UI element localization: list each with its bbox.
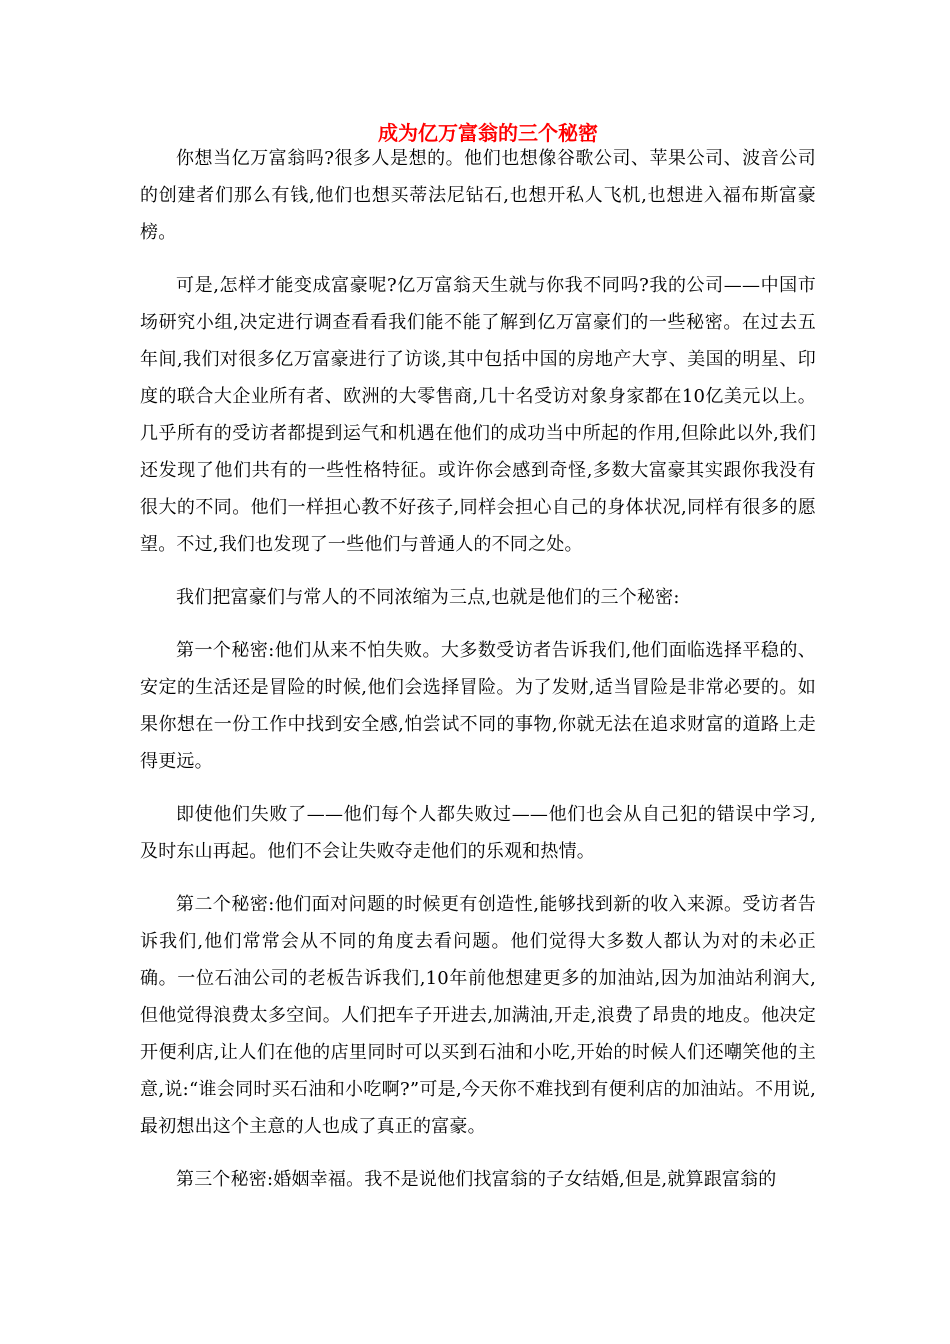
paragraph-secret-three: 第三个秘密:婚姻幸福。我不是说他们找富翁的子女结婚,但是,就算跟富翁的: [176, 1169, 777, 1190]
paragraph-three-secrets: 我们把富豪们与常人的不同浓缩为三点,也就是他们的三个秘密:: [176, 587, 680, 608]
paragraph-research: 可是,怎样才能变成富豪呢?亿万富翁天生就与你我不同吗?我的公司——中国市场研究小组,决定进行调查看看我们能不能了解到亿万富豪们的一些秘密。在过去五年间,我们对很多亿万富豪进行了访谈,其中包括中国的房地产大亨、美国的明星、印度的联合大企业所有者、欧洲的大零售商,几十名受访对象身家都在10亿美元以上。几乎所有的受访者都提到运气和机遇在他们的成功当中所起的作用,但除此以外,我们还发现了他们共有的一些性格特征。或许你会感到奇怪,多数大富豪其实跟你我没有很大的不同。他们一样担心教不好孩子,同样会担心自己的身体状况,同样有很多的愿望。不过,我们也发现了一些他们与普通人的不同之处。: [140, 275, 816, 555]
paragraph-secret-two: 第二个秘密:他们面对问题的时候更有创造性,能够找到新的收入来源。受访者告诉我们,他们常常会从不同的角度去看问题。他们觉得大多数人都认为对的未必正确。一位石油公司的老板告诉我们,10年前他想建更多的加油站,因为加油站利润大,但他觉得浪费太多空间。人们把车子开进去,加满油,开走,浪费了昂贵的地皮。他决定开便利店,让人们在他的店里同时可以买到石油和小吃,开始的时候人们还嘲笑他的主意,说:“谁会同时买石油和小吃啊?”可是,今天你不难找到有便利店的加油站。不用说,最初想出这个主意的人也成了真正的富豪。: [140, 894, 816, 1137]
paragraph-failure: 即使他们失败了——他们每个人都失败过——他们也会从自己犯的错误中学习,及时东山再起。他们不会让失败夺走他们的乐观和热情。: [140, 804, 816, 862]
paragraph-secret-one: 第一个秘密:他们从来不怕失败。大多数受访者告诉我们,他们面临选择平稳的、安定的生活还是冒险的时候,他们会选择冒险。为了发财,适当冒险是非常必要的。如果你想在一份工作中找到安全感,怕尝试不同的事物,你就无法在追求财富的道路上走得更远。: [140, 640, 816, 772]
document-page: [140, 118, 816, 1214]
paragraph-intro: 你想当亿万富翁吗?很多人是想的。他们也想像谷歌公司、苹果公司、波音公司的创建者们那么有钱,他们也想买蒂法尼钻石,也想开私人飞机,也想进入福布斯富豪榜。: [140, 148, 816, 243]
document-title: 成为亿万富翁的三个秘密: [378, 121, 598, 145]
